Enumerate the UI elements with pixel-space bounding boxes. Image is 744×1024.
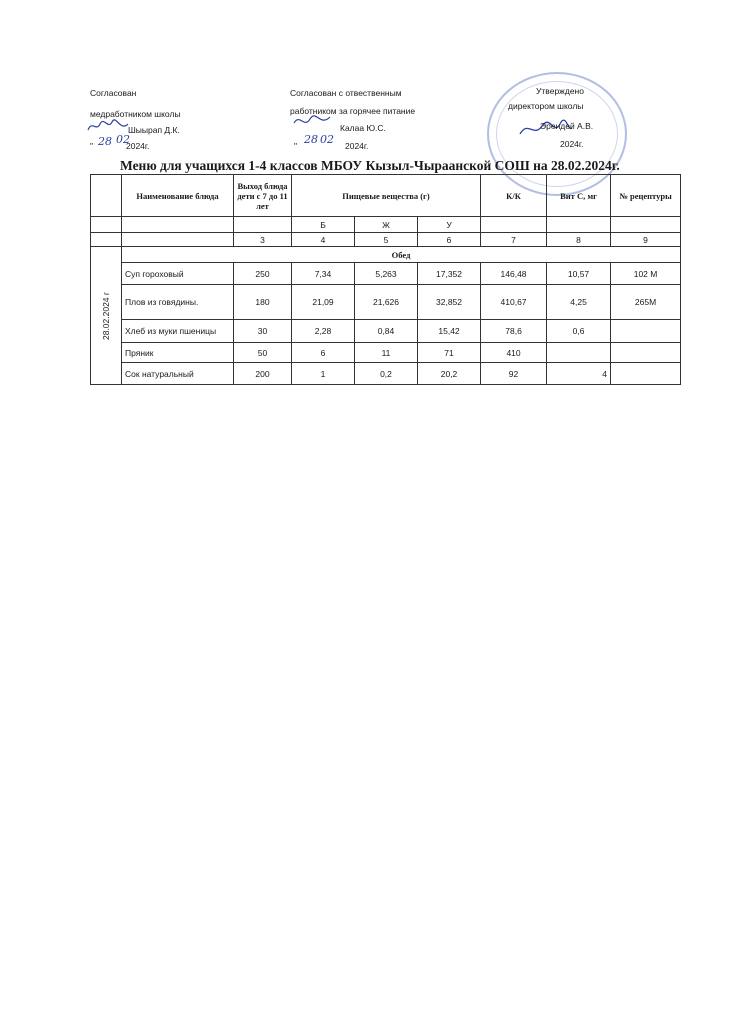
header-kcal: К/К <box>481 175 547 217</box>
section-row <box>91 247 681 263</box>
approval-hot-date-prefix: " <box>294 141 298 151</box>
header-empty <box>91 175 122 217</box>
dish-vitc: 10,57 <box>547 263 611 285</box>
menu-table <box>90 174 681 385</box>
dish-fat: 5,263 <box>355 263 418 285</box>
approval-director-title: Утверждено <box>536 86 584 96</box>
dish-yield: 200 <box>234 363 292 385</box>
approval-director-date-year: 2024г. <box>560 139 584 149</box>
dish-yield: 250 <box>234 263 292 285</box>
dish-name: Пряник <box>122 343 234 363</box>
approval-hot-date-year: 2024г. <box>345 141 369 151</box>
table-row <box>91 263 681 285</box>
dish-fat: 11 <box>355 343 418 363</box>
dish-yield: 50 <box>234 343 292 363</box>
dish-kcal: 92 <box>481 363 547 385</box>
column-number-row <box>91 233 681 247</box>
dish-name: Сок натуральный <box>122 363 234 385</box>
column-number: 9 <box>611 233 681 247</box>
table-row <box>91 363 681 385</box>
approval-director-name: Эрендей А.В. <box>540 121 594 131</box>
dish-carbs: 15,42 <box>418 320 481 343</box>
dish-carbs: 32,852 <box>418 285 481 320</box>
dish-carbs: 71 <box>418 343 481 363</box>
dish-yield: 30 <box>234 320 292 343</box>
dish-yield: 180 <box>234 285 292 320</box>
subheader-protein: Б <box>292 217 355 233</box>
dish-vitc <box>547 343 611 363</box>
header-recipe: № рецептуры <box>611 175 681 217</box>
header-row <box>91 175 681 217</box>
signature-hot <box>292 113 332 131</box>
column-number: 8 <box>547 233 611 247</box>
dish-recipe: 265М <box>611 285 681 320</box>
approval-med-title: Согласован <box>90 88 137 98</box>
header-nutrients: Пищевые вещества (г) <box>292 175 481 217</box>
approval-med-date-day: 28 <box>98 135 112 148</box>
table-row <box>91 343 681 363</box>
dish-protein: 2,28 <box>292 320 355 343</box>
subheader-row <box>91 217 681 233</box>
dish-vitc: 4 <box>547 363 611 385</box>
section-title: Обед <box>122 247 681 263</box>
approval-med-name: Шыырап Д.К. <box>128 125 180 135</box>
dish-protein: 6 <box>292 343 355 363</box>
page-title: Меню для учащихся 1-4 классов МБОУ Кызыл-Чыраанской СОШ на 28.02.2024г. <box>120 158 620 173</box>
column-number: 5 <box>355 233 418 247</box>
column-number: 7 <box>481 233 547 247</box>
dish-fat: 0,84 <box>355 320 418 343</box>
dish-kcal: 78,6 <box>481 320 547 343</box>
dish-recipe <box>611 343 681 363</box>
date-cell <box>91 247 122 385</box>
column-number: 3 <box>234 233 292 247</box>
dish-recipe: 102 М <box>611 263 681 285</box>
dish-carbs: 20,2 <box>418 363 481 385</box>
dish-kcal: 410 <box>481 343 547 363</box>
approval-director-role: директором школы <box>508 101 584 111</box>
table-row <box>91 285 681 320</box>
dish-kcal: 410,67 <box>481 285 547 320</box>
dish-name: Плов из говядины. <box>122 285 234 320</box>
dish-fat: 21,626 <box>355 285 418 320</box>
date-label: 28.02.2024 г <box>101 291 111 340</box>
approval-hot-date-month: 02 <box>320 133 334 146</box>
dish-protein: 21,09 <box>292 285 355 320</box>
dish-name: Суп гороховый <box>122 263 234 285</box>
dish-recipe <box>611 363 681 385</box>
approval-med-role: медработником школы <box>90 109 181 119</box>
dish-carbs: 17,352 <box>418 263 481 285</box>
dish-name: Хлеб из муки пшеницы <box>122 320 234 343</box>
column-number: 6 <box>418 233 481 247</box>
dish-recipe <box>611 320 681 343</box>
column-number: 4 <box>292 233 355 247</box>
approval-hot-date-day: 28 <box>304 133 318 146</box>
header-dish: Наименование блюда <box>122 175 234 217</box>
dish-protein: 7,34 <box>292 263 355 285</box>
dish-vitc: 0,6 <box>547 320 611 343</box>
approval-hot-name: Калаа Ю.С. <box>340 123 386 133</box>
dish-vitc: 4,25 <box>547 285 611 320</box>
dish-protein: 1 <box>292 363 355 385</box>
subheader-carbs: У <box>418 217 481 233</box>
approval-med-date-month: 02 <box>116 133 130 146</box>
approval-hot-title: Согласован с отвественным <box>290 88 402 98</box>
approval-hot-role: работником за горячее питание <box>290 106 416 116</box>
approval-med-date-prefix: " <box>90 141 94 151</box>
subheader-fat: Ж <box>355 217 418 233</box>
table-row <box>91 320 681 343</box>
header-vitc: Вит С, мг <box>547 175 611 217</box>
dish-fat: 0,2 <box>355 363 418 385</box>
header-yield: Выход блюда дети с 7 до 11 лет <box>234 175 292 217</box>
approval-med-date-year: 2024г. <box>126 141 150 151</box>
dish-kcal: 146,48 <box>481 263 547 285</box>
